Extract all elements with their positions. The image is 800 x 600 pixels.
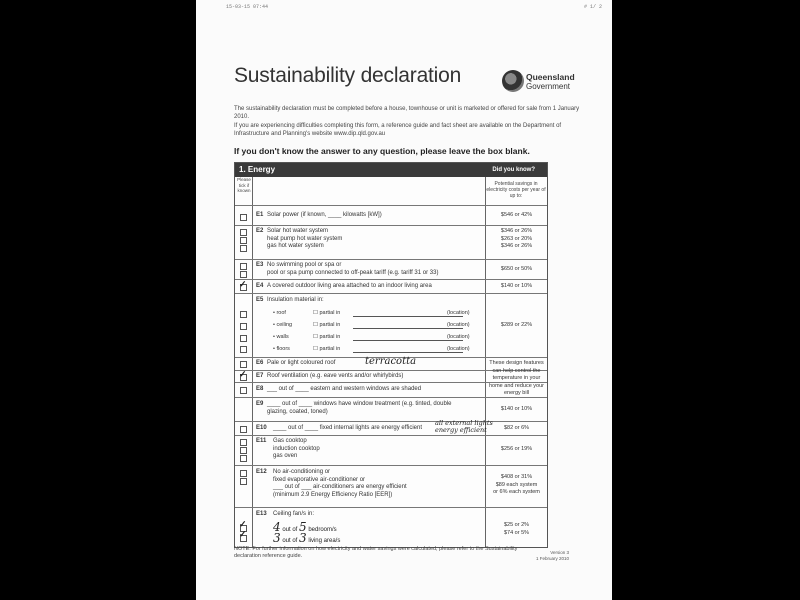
- location-field[interactable]: [353, 316, 463, 317]
- fan-living-line: [273, 531, 473, 545]
- table-header: [235, 163, 547, 177]
- row-code: E5: [256, 297, 264, 303]
- row-saving: $289 or 22%: [500, 322, 533, 328]
- saving-line: $74 or 5%: [503, 529, 530, 536]
- row-desc: Roof ventilation (e.g. eave vents and/or whirlybirds): [267, 373, 404, 379]
- section-title: 1. Energy: [239, 165, 276, 174]
- intro-text: [234, 106, 589, 140]
- checkbox-e5-walls[interactable]: [240, 335, 247, 342]
- row-saving: $256 or 19%: [500, 446, 533, 452]
- footnote: NOTE: For further information on how electricity and water savings were calculated, please refer to the Sustainability declaration reference guide.: [234, 546, 518, 559]
- row-line: induction cooktop: [273, 445, 320, 452]
- handwritten-note: terracotta: [365, 356, 417, 367]
- row-line: heat pump hot water system: [267, 235, 343, 242]
- checkbox-e5-ceiling[interactable]: [240, 323, 247, 330]
- row-e11: [235, 435, 547, 466]
- version-line: 1 February 2010: [536, 555, 570, 561]
- row-e12: [235, 465, 547, 508]
- checkbox-e12-evaporative[interactable]: [240, 478, 247, 485]
- checkbox-e1[interactable]: [240, 214, 247, 221]
- saving-line: $346 or 26%: [500, 243, 533, 250]
- location-label: (location): [447, 346, 470, 352]
- handwritten-count: 5: [299, 520, 307, 534]
- location-field[interactable]: [353, 328, 463, 329]
- logo-name: Queensland: [526, 72, 575, 82]
- row-line: Solar hot water system: [267, 228, 329, 234]
- row-e3: [235, 259, 547, 280]
- row-line: gas oven: [273, 453, 298, 460]
- bedrooms-label: bedroom/s: [308, 527, 337, 533]
- row-line: glazing, coated, toned): [267, 408, 328, 415]
- partial-label: partial in: [319, 322, 341, 328]
- location-label: (location): [447, 310, 470, 316]
- row-code: E12: [256, 469, 267, 475]
- row-code: E2: [256, 228, 264, 234]
- insulation-item: walls: [276, 334, 289, 340]
- row-code: E11: [256, 438, 267, 444]
- location-field[interactable]: [353, 340, 463, 341]
- row-line: No air-conditioning or: [273, 469, 331, 475]
- saving-line: $408 or 31%: [500, 474, 533, 480]
- insulation-item: floors: [276, 346, 290, 352]
- checkbox-e12-no-ac[interactable]: [240, 470, 247, 477]
- row-line: gas hot water system: [267, 243, 324, 250]
- row-code: E13: [256, 511, 267, 517]
- page-title: Sustainability declaration: [234, 64, 462, 87]
- handwritten-note: all external lights energy efficient: [435, 419, 493, 434]
- location-label: (location): [447, 334, 470, 340]
- row-e5: E5 Insulation material in: • roof ☐ partial in (location) • ceiling ☐ partial in (location) • walls ☐ partial in (location) • floors ☐ partial in (location) $289 or 22%: [235, 293, 547, 358]
- row-desc: [267, 262, 482, 277]
- location-label: (location): [447, 322, 470, 328]
- checkbox-e3-no-pool[interactable]: [240, 263, 247, 270]
- living-label: living area/s: [308, 538, 341, 544]
- tick-mark-icon: ✓: [239, 279, 247, 289]
- saving-line: $25 or 2%: [503, 522, 530, 528]
- row-saving: $650 or 50%: [500, 266, 533, 272]
- checkbox-e3-off-peak[interactable]: [240, 271, 247, 278]
- saving-line: $346 or 26%: [500, 228, 533, 234]
- insulation-item: ceiling: [276, 322, 293, 328]
- handwritten-count: 3: [299, 531, 307, 545]
- location-field[interactable]: [353, 352, 463, 353]
- row-line: ____ out of ____ windows have window treatment (e.g. tinted, double: [267, 401, 452, 407]
- version-line: Version 3: [550, 550, 570, 555]
- row-code: E3: [256, 262, 264, 268]
- row-code: E1: [256, 212, 264, 218]
- row-desc: A covered outdoor living area attached to an indoor living area: [267, 283, 432, 289]
- row-desc: ____ out of ____ fixed internal lights are energy efficient: [273, 425, 422, 431]
- out-of-label: out of: [282, 527, 298, 533]
- row-code: E4: [256, 283, 264, 289]
- row-line: No swimming pool or spa or: [267, 262, 342, 268]
- row-saving: $546 or 42%: [500, 212, 533, 218]
- checkbox-e5-floors[interactable]: [240, 346, 247, 353]
- checkbox-e11-induction[interactable]: [240, 447, 247, 454]
- partial-label: partial in: [319, 346, 341, 352]
- checkbox-e2-solar[interactable]: [240, 229, 247, 236]
- fax-header-right: # 1/ 2: [583, 4, 602, 10]
- row-code: E9: [256, 401, 264, 407]
- row-line: ___ out of ___ air-conditioners are energy efficient: [273, 484, 407, 491]
- checkbox-e2-heat-pump[interactable]: [240, 237, 247, 244]
- row-e9: [235, 397, 547, 422]
- design-features-note: These design features can help control the temperature in your home and reduce your energy bill: [488, 360, 545, 397]
- row-saving: $140 or 10%: [500, 283, 533, 289]
- checkbox-e8[interactable]: [240, 387, 247, 394]
- checkbox-e2-gas[interactable]: [240, 245, 247, 252]
- savings-header: Potential savings in electricity costs per year of up to:: [486, 181, 546, 199]
- insulation-item: roof: [276, 310, 286, 316]
- saving-line: $89 each system: [495, 481, 538, 488]
- handwritten-count: 4: [273, 520, 281, 534]
- row-line: pool or spa pump connected to off-peak tariff (e.g. tariff 31 or 33): [267, 269, 439, 276]
- saving-line: $263 or 20%: [500, 235, 533, 242]
- row-line: fixed evaporative air-conditioner or: [273, 476, 366, 483]
- fax-header: [226, 4, 602, 10]
- row-desc: ___ out of ____ eastern and western windows are shaded: [267, 386, 422, 392]
- row-desc: [273, 469, 488, 499]
- saving-line: or 6% each system: [493, 489, 540, 496]
- version-note: [536, 550, 569, 561]
- please-tick-header: Please tick if known: [237, 177, 251, 193]
- row-desc: Ceiling fan/s in:: [273, 511, 315, 517]
- fax-header-left: 15-03-15 07:44: [226, 4, 269, 10]
- row-desc: Solar power (if known, ____ kilowatts [kW]): [267, 212, 382, 218]
- document-page: [196, 0, 612, 600]
- out-of-label: out of: [282, 538, 298, 544]
- tick-mark-icon: ✓: [239, 369, 247, 379]
- queensland-government-logo: [502, 70, 580, 96]
- row-desc: [267, 401, 482, 416]
- checkbox-e6[interactable]: [240, 361, 247, 368]
- tick-mark-icon: ✓: [239, 519, 247, 529]
- instruction-note: If you don't know the answer to any question, please leave the box blank.: [234, 146, 530, 156]
- row-saving: [486, 522, 547, 537]
- row-saving: [486, 474, 547, 497]
- row-code: E7: [256, 373, 264, 379]
- row-saving: $140 or 10%: [500, 406, 533, 412]
- row-line: (minimum 2.9 Energy Efficiency Ratio [EER]): [273, 491, 393, 498]
- intro-paragraph: If you are experiencing difficulties completing this form, a reference guide and fact sheet are available on the Department of Infrastructure and Planning's website www.dip.qld.gov.au: [234, 123, 562, 137]
- row-saving: [486, 228, 547, 251]
- row-e13: [235, 507, 547, 547]
- tick-mark-icon: ✓: [239, 529, 247, 539]
- row-desc: Insulation material in:: [267, 297, 324, 303]
- checkbox-e11-gas-oven[interactable]: [240, 455, 247, 462]
- row-code: E6: [256, 360, 264, 366]
- checkbox-e10[interactable]: [240, 426, 247, 433]
- row-e1: [235, 205, 547, 226]
- row-e2: [235, 225, 547, 260]
- did-you-know-header: Did you know?: [492, 167, 535, 173]
- row-desc: Pale or light coloured roof: [267, 360, 336, 366]
- row-code: E8: [256, 386, 264, 392]
- logo-sub: Government: [526, 82, 571, 91]
- row-line: Gas cooktop: [273, 438, 307, 444]
- row-desc: [273, 438, 488, 461]
- checkbox-e5-roof[interactable]: [240, 311, 247, 318]
- intro-paragraph: The sustainability declaration must be completed before a house, townhouse or unit is marketed or offered for sale from 1 January 2010.: [234, 106, 580, 120]
- row-code: E10: [256, 425, 267, 431]
- row-saving: $82 or 6%: [503, 425, 530, 431]
- row-e4: [235, 279, 547, 294]
- crest-icon: [502, 70, 524, 92]
- row-e8: [235, 382, 547, 398]
- partial-label: partial in: [319, 334, 341, 340]
- row-desc: [267, 228, 482, 251]
- handwritten-count: 3: [273, 531, 281, 545]
- checkbox-e11-gas-cooktop[interactable]: [240, 439, 247, 446]
- row-e10: [235, 421, 547, 436]
- partial-label: partial in: [319, 310, 341, 316]
- energy-table: [234, 162, 548, 548]
